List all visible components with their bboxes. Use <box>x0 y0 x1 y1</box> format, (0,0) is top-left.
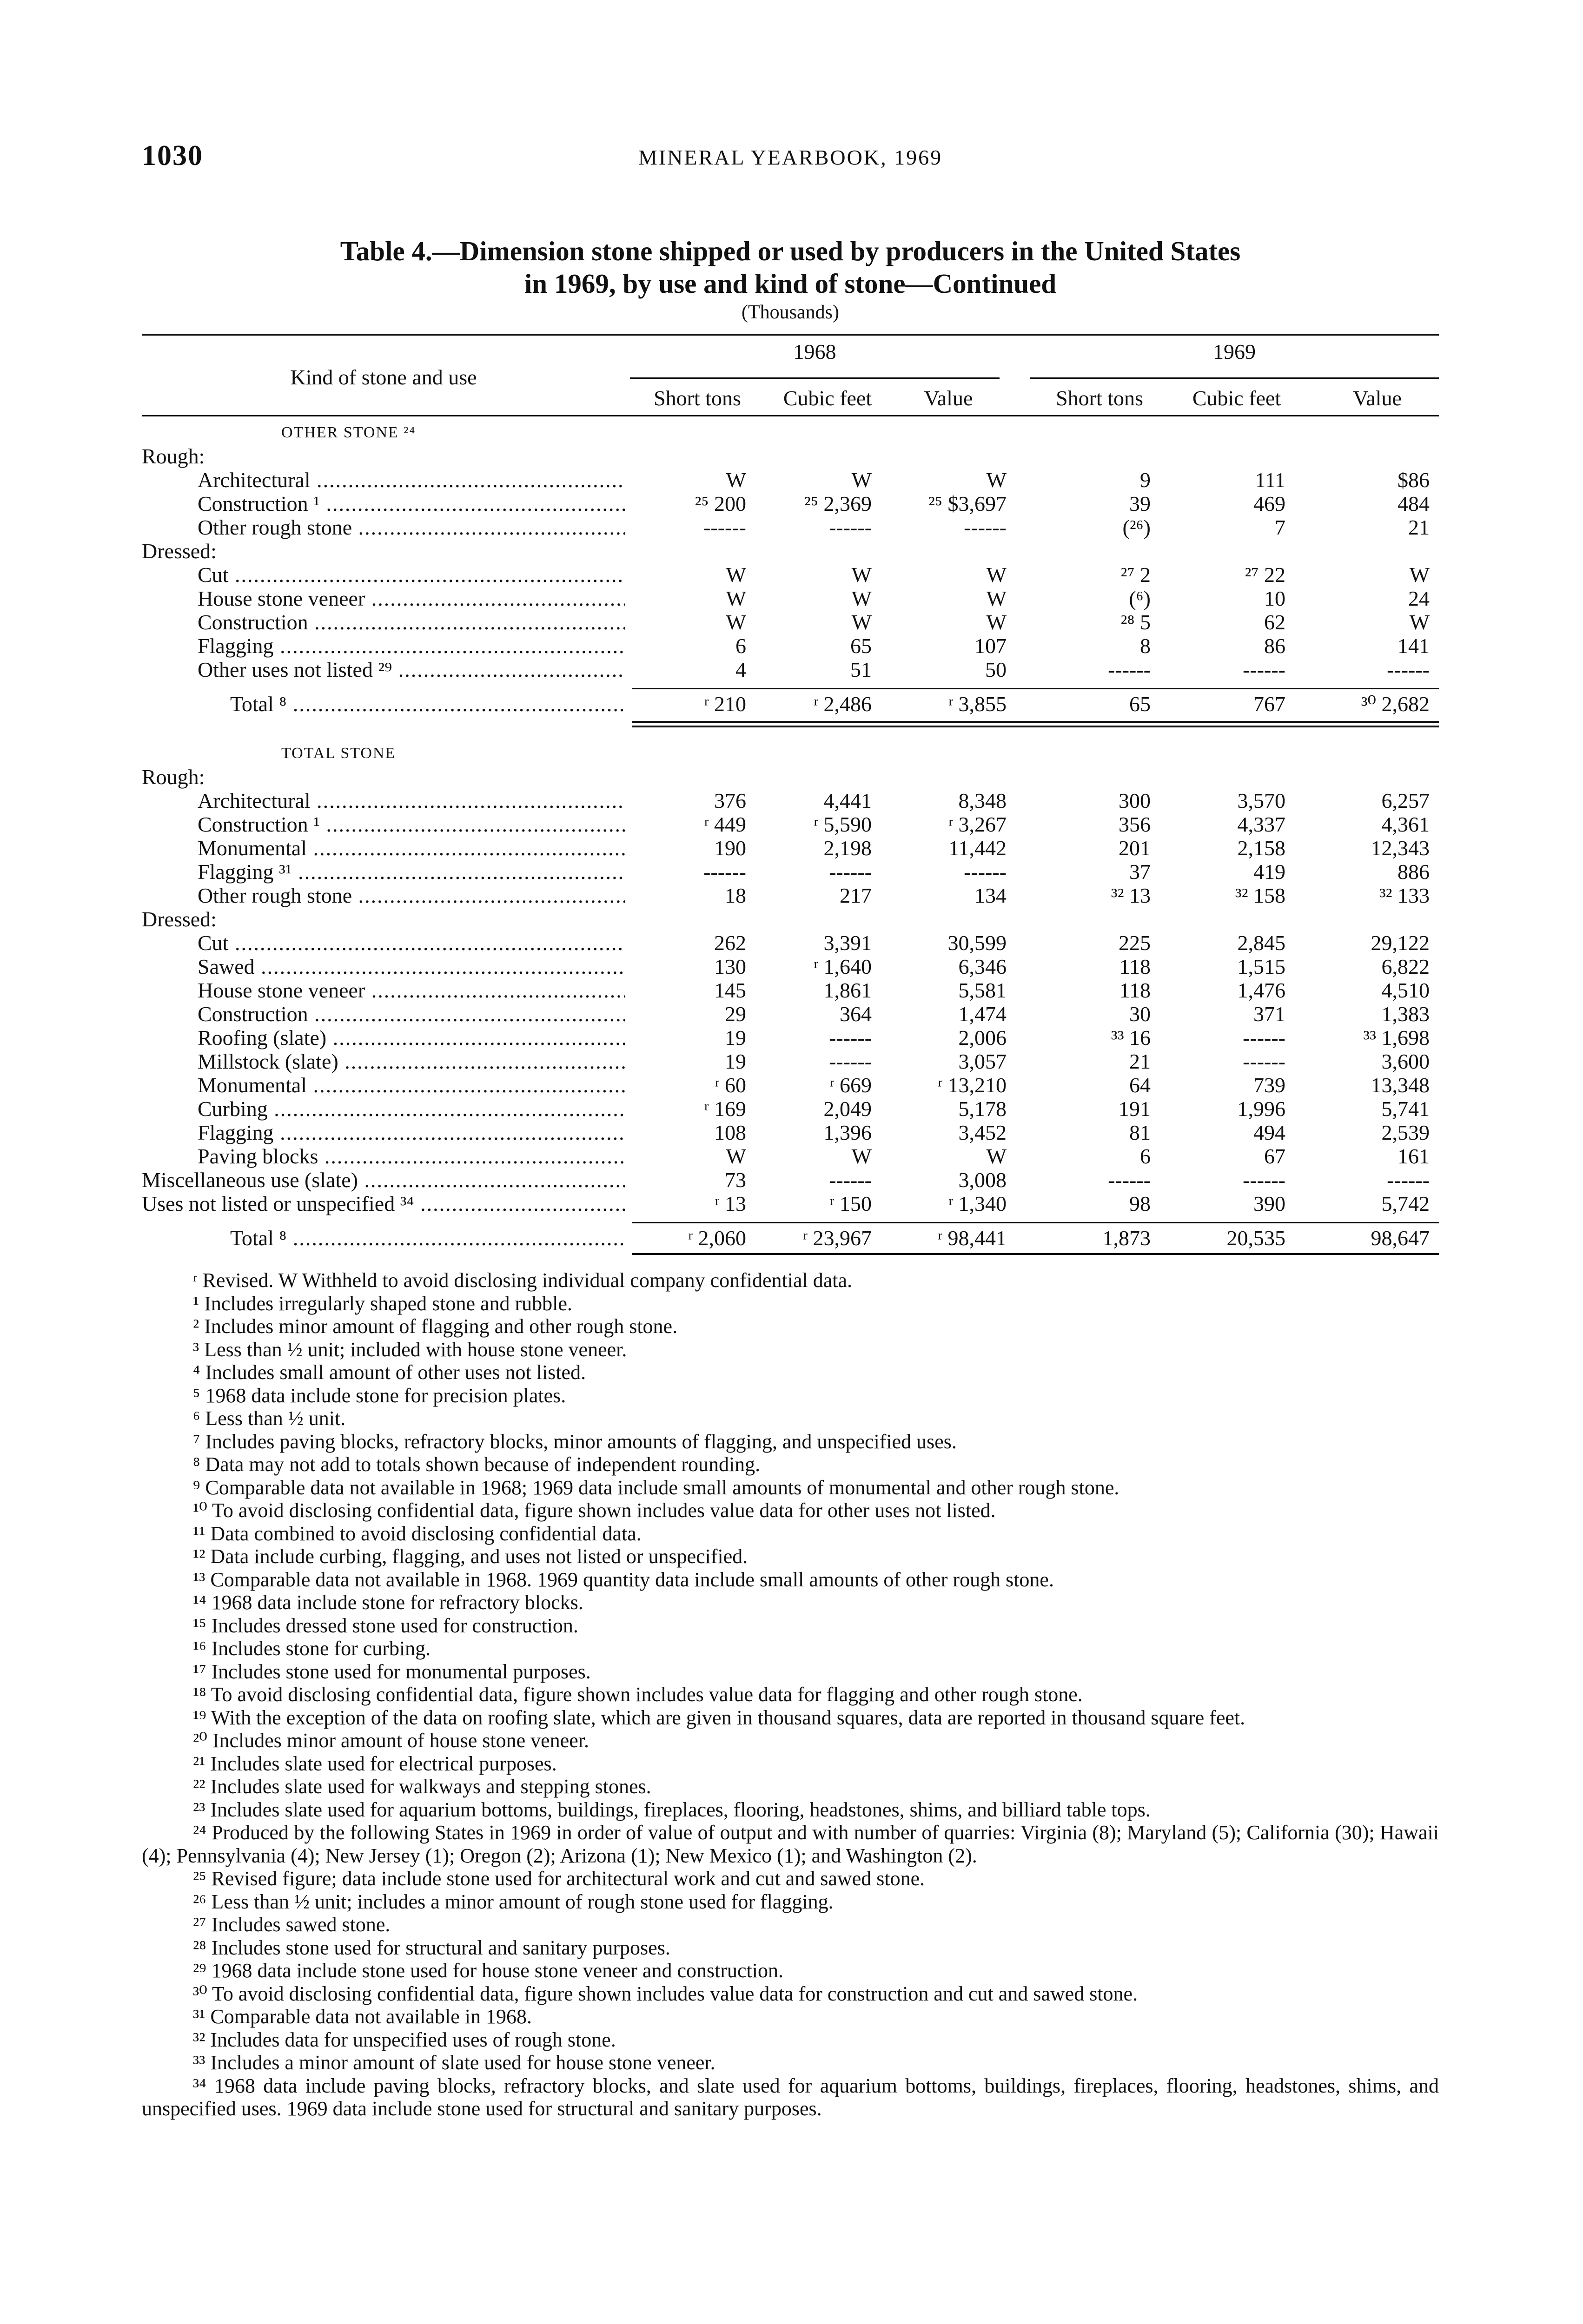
section-heading-label: TOTAL STONE <box>281 745 396 762</box>
table-row <box>142 658 1439 681</box>
cell-short-tons-1968: ------ <box>703 860 746 884</box>
cell-short-tons-1969: (²⁶) <box>1122 515 1151 539</box>
cell-cubic-feet-1969: ------ <box>1243 1050 1285 1073</box>
table-row <box>142 907 1439 931</box>
cell-value-1969: ³² 133 <box>1379 884 1430 907</box>
cell-value-1968: ʳ 1,340 <box>948 1192 1007 1215</box>
table-row <box>142 610 1439 634</box>
table-title-line-1: Table 4.—Dimension stone shipped or used by producers in the United States <box>340 236 1241 266</box>
cell-cubic-feet-1968: ------ <box>829 515 872 539</box>
cell-cubic-feet-1969: 2,158 <box>1237 836 1285 860</box>
section-gap <box>142 727 1439 741</box>
col-header-value-1969: Value <box>1353 386 1402 410</box>
year-1968-header: 1968 <box>793 340 836 363</box>
cell-short-tons-1969: 191 <box>1119 1097 1151 1121</box>
row-label: Cut ..... <box>142 931 625 955</box>
cell-short-tons-1969: 37 <box>1129 860 1151 884</box>
col-header-cubic-feet-1969: Cubic feet <box>1192 386 1281 410</box>
row-label: Uses not listed or unspecified ³⁴ ..... <box>142 1192 625 1215</box>
cell-short-tons-1968: 145 <box>714 978 746 1002</box>
footnote: ⁹ Comparable data not available in 1968; 1969 data include small amounts of monumental and other rough stone. <box>193 1476 1119 1499</box>
cell-value-1968: W <box>986 468 1007 492</box>
cell-value-1968: 107 <box>974 634 1007 658</box>
table-row <box>142 789 1439 812</box>
table-row <box>142 1073 1439 1097</box>
cell-value-1968: ʳ 98,441 <box>938 1226 1007 1250</box>
footnote: ¹⁷ Includes stone used for monumental purposes. <box>193 1660 591 1683</box>
cell-short-tons-1968: 262 <box>714 931 746 955</box>
row-label: Roofing (slate) ..... <box>142 1026 625 1050</box>
footnote: ²⁸ Includes stone used for structural and sanitary purposes. <box>193 1936 670 1959</box>
table-row <box>142 1050 1439 1073</box>
cell-short-tons-1969: 81 <box>1129 1121 1151 1144</box>
cell-cubic-feet-1968: W <box>851 587 872 610</box>
cell-value-1969: 6,257 <box>1381 789 1430 812</box>
cell-value-1968: 134 <box>974 884 1007 907</box>
cell-value-1969: $86 <box>1398 468 1430 492</box>
cell-cubic-feet-1969: 469 <box>1253 492 1285 515</box>
cell-short-tons-1968: W <box>726 610 746 634</box>
cell-cubic-feet-1968: ------ <box>829 1050 872 1073</box>
cell-short-tons-1969: 98 <box>1129 1192 1151 1215</box>
footnote: ³⁰ To avoid disclosing confidential data, figure shown includes value data for construction and cut and sawed stone. <box>193 1982 1138 2005</box>
cell-value-1968: 3,057 <box>958 1050 1007 1073</box>
cell-cubic-feet-1969: 1,476 <box>1237 978 1285 1002</box>
table-row <box>142 884 1439 907</box>
footnote: ¹² Data include curbing, flagging, and uses not listed or unspecified. <box>193 1545 748 1568</box>
footnote: ³⁴ 1968 data include paving blocks, refractory blocks, and slate used for aquarium bottoms, buildings, fireplaces, flooring, headstones, shims, and unspecified uses. 1969 data include stone used for structural and sanitary purposes. <box>142 2074 1439 2120</box>
cell-short-tons-1969: ------ <box>1108 1168 1151 1192</box>
cell-short-tons-1968: ʳ 60 <box>715 1073 746 1097</box>
table-row <box>142 1026 1439 1050</box>
cell-cubic-feet-1968: ------ <box>829 1026 872 1050</box>
cell-value-1968: 5,178 <box>958 1097 1007 1121</box>
cell-value-1969: ³⁰ 2,682 <box>1361 692 1430 716</box>
footnote: ¹⁹ With the exception of the data on roofing slate, which are given in thousand squares, data are reported in thousand square feet. <box>193 1706 1245 1729</box>
cell-value-1969: 13,348 <box>1371 1073 1430 1097</box>
cell-cubic-feet-1968: ²⁵ 2,369 <box>804 492 872 515</box>
cell-short-tons-1969: 9 <box>1140 468 1151 492</box>
cell-short-tons-1969: 21 <box>1129 1050 1151 1073</box>
row-label: Miscellaneous use (slate) ..... <box>142 1168 625 1192</box>
footnote: ¹¹ Data combined to avoid disclosing confidential data. <box>193 1522 642 1545</box>
cell-short-tons-1968: 18 <box>725 884 746 907</box>
cell-value-1968: 1,474 <box>958 1002 1007 1026</box>
cell-value-1968: 50 <box>985 658 1007 681</box>
cell-cubic-feet-1968: ʳ 669 <box>829 1073 872 1097</box>
cell-value-1968: 3,452 <box>958 1121 1007 1144</box>
section-heading-label: OTHER STONE ²⁴ <box>281 424 416 441</box>
cell-cubic-feet-1969: 3,570 <box>1237 789 1285 812</box>
table-row <box>142 1192 1439 1215</box>
table-row <box>142 765 1439 789</box>
cell-cubic-feet-1969: 739 <box>1253 1073 1285 1097</box>
table-title <box>142 235 1439 300</box>
table-row <box>142 1144 1439 1168</box>
table-row <box>142 468 1439 492</box>
cell-value-1969: 5,741 <box>1381 1097 1430 1121</box>
cell-short-tons-1969: 201 <box>1119 836 1151 860</box>
cell-value-1969: 24 <box>1408 587 1430 610</box>
footnote: ¹³ Comparable data not available in 1968. 1969 quantity data include small amounts of other rough stone. <box>193 1568 1054 1591</box>
footnote: ⁵ 1968 data include stone for precision plates. <box>193 1384 566 1407</box>
cell-cubic-feet-1968: ʳ 150 <box>829 1192 872 1215</box>
table-row <box>142 978 1439 1002</box>
row-label: House stone veneer ..... <box>142 978 625 1002</box>
page-header <box>142 139 1439 181</box>
cell-cubic-feet-1968: 217 <box>840 884 872 907</box>
cell-cubic-feet-1969: 1,996 <box>1237 1097 1285 1121</box>
footnote: ¹ Includes irregularly shaped stone and rubble. <box>193 1292 572 1315</box>
table-row <box>142 1097 1439 1121</box>
col-header-short-tons-1968: Short tons <box>654 386 741 410</box>
footnote: ⁷ Includes paving blocks, refractory blocks, minor amounts of flagging, and unspecified uses. <box>193 1430 957 1453</box>
section-heading <box>142 741 1439 765</box>
cell-value-1968: ʳ 13,210 <box>938 1073 1007 1097</box>
cell-cubic-feet-1969: 62 <box>1264 610 1285 634</box>
footnote: ¹⁸ To avoid disclosing confidential data, figure shown includes value data for flagging and other rough stone. <box>193 1683 1083 1706</box>
running-head: MINERAL YEARBOOK, 1969 <box>638 145 943 169</box>
cell-short-tons-1969: 118 <box>1119 978 1151 1002</box>
cell-value-1968: ʳ 3,267 <box>948 812 1007 836</box>
table-row <box>142 634 1439 658</box>
footnote: ²⁷ Includes sawed stone. <box>193 1913 391 1936</box>
row-label: Sawed ..... <box>142 955 625 978</box>
table-row <box>142 931 1439 955</box>
cell-value-1969: 6,822 <box>1381 955 1430 978</box>
cell-cubic-feet-1968: 51 <box>850 658 872 681</box>
cell-cubic-feet-1969: 86 <box>1264 634 1285 658</box>
cell-cubic-feet-1969: 2,845 <box>1237 931 1285 955</box>
cell-cubic-feet-1968: W <box>851 1144 872 1168</box>
cell-short-tons-1969: (⁶) <box>1129 587 1151 610</box>
cell-short-tons-1968: 130 <box>714 955 746 978</box>
cell-short-tons-1968: ʳ 13 <box>715 1192 746 1215</box>
footnote: ¹⁴ 1968 data include stone for refractory blocks. <box>193 1591 583 1614</box>
cell-value-1968: ²⁵ $3,697 <box>928 492 1007 515</box>
cell-cubic-feet-1968: 2,198 <box>823 836 872 860</box>
footnote: ³ Less than ½ unit; included with house stone veneer. <box>193 1338 627 1361</box>
row-label: Rough: <box>142 444 205 468</box>
row-label: Flagging ..... <box>142 1121 625 1144</box>
cell-value-1968: 5,581 <box>958 978 1007 1002</box>
footnote: ²⁴ Produced by the following States in 1969 in order of value of output and with number of quarries: Virginia (8); Maryland (5); California (30); Hawaii (4); Pennsylvania (4); New Jersey (1); Oregon (2); Arizona (1); New Mexico (1); and Washington (2). <box>142 1821 1439 1867</box>
cell-short-tons-1968: ʳ 2,060 <box>688 1226 746 1250</box>
cell-short-tons-1968: ʳ 210 <box>704 692 746 716</box>
row-label: Construction ¹ ..... <box>142 812 625 836</box>
row-label: Rough: <box>142 765 205 789</box>
row-label: Construction ..... <box>142 610 625 634</box>
table-subtitle: (Thousands) <box>742 302 839 323</box>
footnote: ⁸ Data may not add to totals shown because of independent rounding. <box>193 1453 761 1476</box>
cell-short-tons-1968: W <box>726 563 746 587</box>
cell-cubic-feet-1969: ²⁷ 22 <box>1245 563 1285 587</box>
header-bottom-rule <box>142 415 1439 416</box>
footnote: ³³ Includes a minor amount of slate used for house stone veneer. <box>193 2051 715 2074</box>
year-1969-header: 1969 <box>1213 340 1256 363</box>
total-row <box>142 1223 1439 1253</box>
total-rule <box>632 1253 1439 1255</box>
row-label: Paving blocks ..... <box>142 1144 625 1168</box>
footnote: ²⁵ Revised figure; data include stone used for architectural work and cut and sawed stone. <box>193 1867 925 1890</box>
cell-value-1968: W <box>986 563 1007 587</box>
cell-short-tons-1969: 65 <box>1129 692 1151 716</box>
cell-short-tons-1968: 29 <box>725 1002 746 1026</box>
cell-cubic-feet-1968: ------ <box>829 1168 872 1192</box>
row-label: Flagging ³¹ ..... <box>142 860 625 884</box>
footnote: ³¹ Comparable data not available in 1968. <box>193 2005 532 2028</box>
cell-value-1969: ³³ 1,698 <box>1363 1026 1430 1050</box>
cell-value-1968: 11,442 <box>948 836 1007 860</box>
cell-short-tons-1968: ʳ 169 <box>704 1097 746 1121</box>
table-row <box>142 539 1439 563</box>
total-row <box>142 689 1439 719</box>
cell-cubic-feet-1969: 390 <box>1253 1192 1285 1215</box>
cell-cubic-feet-1968: ʳ 23,967 <box>803 1226 872 1250</box>
cell-cubic-feet-1969: 1,515 <box>1237 955 1285 978</box>
cell-cubic-feet-1969: 767 <box>1253 692 1285 716</box>
cell-cubic-feet-1968: ʳ 5,590 <box>814 812 872 836</box>
page-number: 1030 <box>142 140 203 172</box>
col-header-short-tons-1969: Short tons <box>1056 386 1143 410</box>
cell-value-1969: W <box>1409 610 1430 634</box>
row-label: Cut ..... <box>142 563 625 587</box>
cell-short-tons-1968: W <box>726 587 746 610</box>
table-row <box>142 1002 1439 1026</box>
cell-short-tons-1969: 64 <box>1129 1073 1151 1097</box>
cell-short-tons-1969: ²⁷ 2 <box>1120 563 1151 587</box>
table-title-line-2: in 1969, by use and kind of stone—Continued <box>524 268 1057 299</box>
cell-cubic-feet-1968: ------ <box>829 860 872 884</box>
cell-value-1969: 484 <box>1398 492 1430 515</box>
cell-cubic-feet-1969: 7 <box>1275 515 1285 539</box>
footnote: ²³ Includes slate used for aquarium bottoms, buildings, fireplaces, flooring, headstones, shims, and billiard table tops. <box>193 1798 1151 1821</box>
cell-short-tons-1969: ³³ 16 <box>1111 1026 1151 1050</box>
cell-cubic-feet-1968: 65 <box>850 634 872 658</box>
table-row <box>142 812 1439 836</box>
cell-value-1968: 8,348 <box>958 789 1007 812</box>
cell-value-1968: ------ <box>964 515 1007 539</box>
cell-cubic-feet-1968: W <box>851 563 872 587</box>
cell-short-tons-1969: ³² 13 <box>1111 884 1151 907</box>
cell-value-1969: 5,742 <box>1381 1192 1430 1215</box>
footnote: ¹⁰ To avoid disclosing confidential data, figure shown includes value data for other uses not listed. <box>193 1499 996 1522</box>
cell-value-1969: ------ <box>1387 658 1430 681</box>
cell-short-tons-1968: 4 <box>735 658 746 681</box>
footnote: ²¹ Includes slate used for electrical purposes. <box>193 1752 557 1775</box>
cell-value-1969: 141 <box>1398 634 1430 658</box>
cell-short-tons-1969: 8 <box>1140 634 1151 658</box>
cell-cubic-feet-1968: 3,391 <box>823 931 872 955</box>
section-heading <box>142 421 1439 444</box>
cell-value-1968: ʳ 3,855 <box>948 692 1007 716</box>
cell-short-tons-1969: 300 <box>1119 789 1151 812</box>
table-row <box>142 587 1439 610</box>
cell-cubic-feet-1968: ʳ 1,640 <box>814 955 872 978</box>
row-label: Construction ..... <box>142 1002 625 1026</box>
footnote: ³² Includes data for unspecified uses of rough stone. <box>193 2028 616 2051</box>
cell-cubic-feet-1968: 1,396 <box>823 1121 872 1144</box>
cell-cubic-feet-1968: 1,861 <box>823 978 872 1002</box>
cell-short-tons-1968: W <box>726 1144 746 1168</box>
cell-cubic-feet-1969: 10 <box>1264 587 1285 610</box>
row-label: Other uses not listed ²⁹ ..... <box>142 658 625 681</box>
table-top-rule <box>142 334 1439 336</box>
cell-value-1969: 4,361 <box>1381 812 1430 836</box>
cell-value-1968: W <box>986 1144 1007 1168</box>
cell-short-tons-1968: 6 <box>735 634 746 658</box>
cell-cubic-feet-1969: ------ <box>1243 1168 1285 1192</box>
table-row <box>142 1168 1439 1192</box>
footnotes <box>142 1269 1439 2120</box>
footnote: ²⁶ Less than ½ unit; includes a minor amount of rough stone used for flagging. <box>193 1890 834 1913</box>
cell-cubic-feet-1969: 67 <box>1264 1144 1285 1168</box>
row-label: Monumental ..... <box>142 836 625 860</box>
row-label: Other rough stone ..... <box>142 884 625 907</box>
cell-short-tons-1968: ²⁵ 200 <box>695 492 746 515</box>
row-label: Total ⁸ ..... <box>142 1223 625 1253</box>
cell-cubic-feet-1969: 111 <box>1255 468 1285 492</box>
cell-value-1969: 12,343 <box>1371 836 1430 860</box>
table-row <box>142 444 1439 468</box>
cell-cubic-feet-1969: 4,337 <box>1237 812 1285 836</box>
row-label: Construction ¹ ..... <box>142 492 625 515</box>
table-row <box>142 836 1439 860</box>
cell-short-tons-1968: W <box>726 468 746 492</box>
year-1968-rule <box>630 377 1000 379</box>
cell-cubic-feet-1969: ------ <box>1243 1026 1285 1050</box>
row-label: Architectural ..... <box>142 468 625 492</box>
col-header-cubic-feet-1968: Cubic feet <box>783 386 872 410</box>
row-label: Millstock (slate) ..... <box>142 1050 625 1073</box>
cell-value-1969: ------ <box>1387 1168 1430 1192</box>
row-label: Dressed: <box>142 907 217 931</box>
cell-value-1969: 21 <box>1408 515 1430 539</box>
cell-short-tons-1968: 190 <box>714 836 746 860</box>
cell-cubic-feet-1969: 494 <box>1253 1121 1285 1144</box>
cell-short-tons-1968: 376 <box>714 789 746 812</box>
cell-value-1968: 3,008 <box>958 1168 1007 1192</box>
cell-value-1969: 98,647 <box>1371 1226 1430 1250</box>
table-row <box>142 860 1439 884</box>
cell-value-1969: 29,122 <box>1371 931 1430 955</box>
cell-cubic-feet-1968: 4,441 <box>823 789 872 812</box>
footnote: ¹⁶ Includes stone for curbing. <box>193 1637 431 1660</box>
cell-cubic-feet-1968: 2,049 <box>823 1097 872 1121</box>
row-label: Total ⁸ ..... <box>142 689 625 719</box>
cell-value-1968: 2,006 <box>958 1026 1007 1050</box>
cell-short-tons-1969: 225 <box>1119 931 1151 955</box>
footnote: ⁴ Includes small amount of other uses not listed. <box>193 1361 586 1384</box>
footnote: ²² Includes slate used for walkways and stepping stones. <box>193 1775 651 1798</box>
cell-cubic-feet-1969: 20,535 <box>1226 1226 1285 1250</box>
row-label: Monumental ..... <box>142 1073 625 1097</box>
row-label: Curbing ..... <box>142 1097 625 1121</box>
cell-value-1969: 161 <box>1398 1144 1430 1168</box>
table-row <box>142 563 1439 587</box>
row-label: Flagging ..... <box>142 634 625 658</box>
cell-cubic-feet-1969: ------ <box>1243 658 1285 681</box>
cell-cubic-feet-1968: W <box>851 468 872 492</box>
cell-short-tons-1969: ------ <box>1108 658 1151 681</box>
cell-short-tons-1969: 39 <box>1129 492 1151 515</box>
footnote: ² Includes minor amount of flagging and other rough stone. <box>193 1315 678 1338</box>
cell-value-1968: W <box>986 610 1007 634</box>
cell-short-tons-1968: 108 <box>714 1121 746 1144</box>
col-header-value-1968: Value <box>924 386 973 410</box>
cell-value-1969: 886 <box>1398 860 1430 884</box>
footnote: ²⁹ 1968 data include stone used for house stone veneer and construction. <box>193 1959 783 1982</box>
row-label: House stone veneer ..... <box>142 587 625 610</box>
row-label: Other rough stone ..... <box>142 515 625 539</box>
cell-short-tons-1968: 19 <box>725 1050 746 1073</box>
cell-value-1969: 2,539 <box>1381 1121 1430 1144</box>
cell-cubic-feet-1968: W <box>851 610 872 634</box>
footnote: ¹⁵ Includes dressed stone used for construction. <box>193 1614 578 1637</box>
cell-short-tons-1969: 30 <box>1129 1002 1151 1026</box>
table-row <box>142 955 1439 978</box>
cell-value-1968: W <box>986 587 1007 610</box>
cell-value-1968: 6,346 <box>958 955 1007 978</box>
cell-cubic-feet-1968: ʳ 2,486 <box>814 692 872 716</box>
cell-cubic-feet-1969: 371 <box>1253 1002 1285 1026</box>
cell-value-1969: 3,600 <box>1381 1050 1430 1073</box>
cell-cubic-feet-1969: ³² 158 <box>1235 884 1285 907</box>
cell-value-1969: 1,383 <box>1381 1002 1430 1026</box>
cell-short-tons-1968: 19 <box>725 1026 746 1050</box>
row-label: Dressed: <box>142 539 217 563</box>
cell-short-tons-1969: 6 <box>1140 1144 1151 1168</box>
cell-value-1968: ------ <box>964 860 1007 884</box>
cell-short-tons-1969: 356 <box>1119 812 1151 836</box>
table-row <box>142 1121 1439 1144</box>
cell-value-1969: W <box>1409 563 1430 587</box>
footnote: ⁶ Less than ½ unit. <box>193 1407 346 1430</box>
year-1969-rule <box>1030 377 1439 379</box>
cell-short-tons-1969: 1,873 <box>1102 1226 1151 1250</box>
cell-short-tons-1968: 73 <box>725 1168 746 1192</box>
cell-short-tons-1969: 118 <box>1119 955 1151 978</box>
cell-cubic-feet-1968: 364 <box>840 1002 872 1026</box>
table-row <box>142 492 1439 515</box>
footnote: ²⁰ Includes minor amount of house stone veneer. <box>193 1729 589 1752</box>
row-label: Architectural ..... <box>142 789 625 812</box>
cell-short-tons-1968: ------ <box>703 515 746 539</box>
cell-value-1969: 4,510 <box>1381 978 1430 1002</box>
cell-cubic-feet-1969: 419 <box>1253 860 1285 884</box>
table-body <box>142 421 1439 1255</box>
total-double-rule <box>632 721 1439 727</box>
cell-value-1968: 30,599 <box>947 931 1007 955</box>
cell-short-tons-1968: ʳ 449 <box>704 812 746 836</box>
footnote: ʳ Revised. W Withheld to avoid disclosing individual company confidential data. <box>193 1269 852 1292</box>
table-row <box>142 515 1439 539</box>
stub-header: Kind of stone and use <box>290 365 477 389</box>
cell-short-tons-1969: ²⁸ 5 <box>1120 610 1151 634</box>
